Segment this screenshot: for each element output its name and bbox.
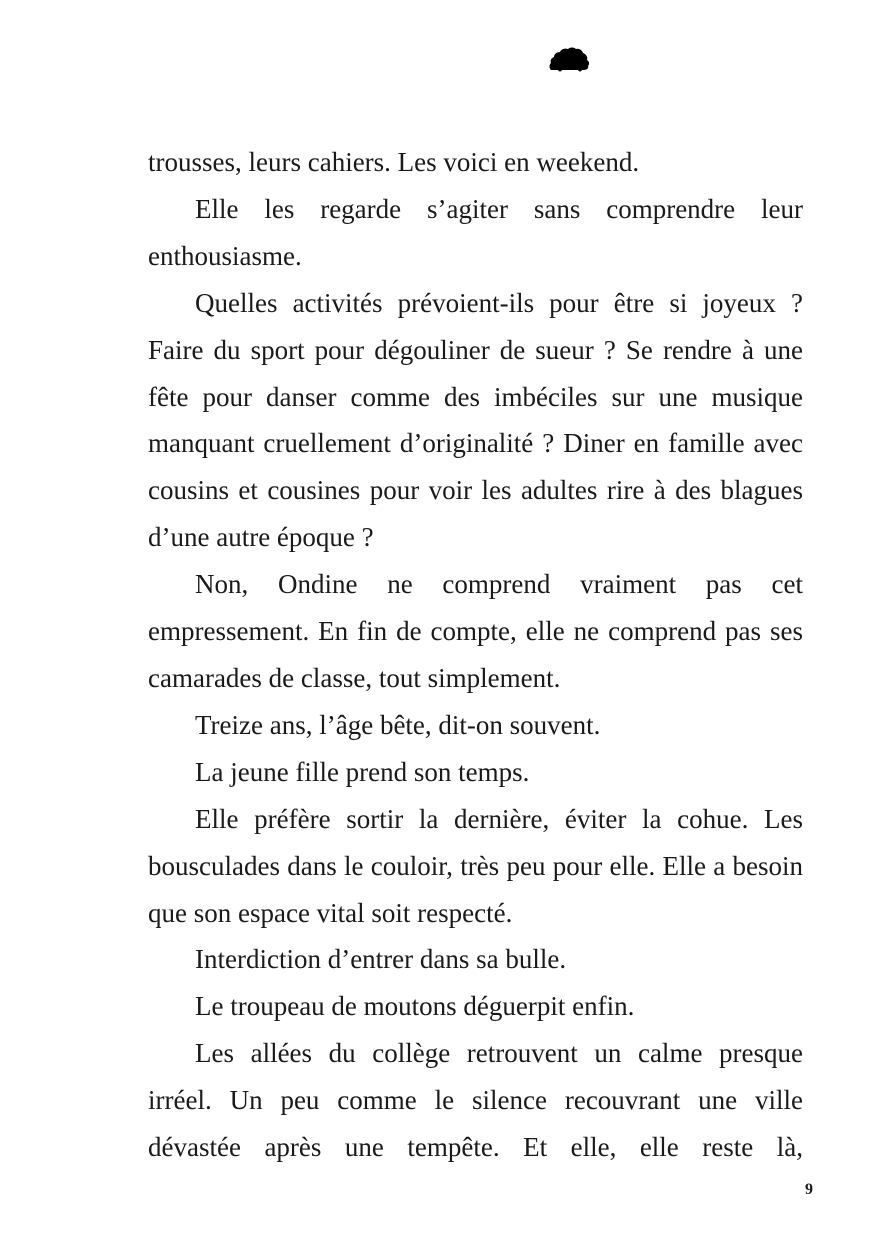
page-number: 9: [805, 1181, 813, 1198]
body-text: [148, 139, 803, 1171]
paragraph: La jeune fille prend son temps.: [195, 756, 530, 787]
paragraph: trousses, leurs cahiers. Les voici en weekend.: [148, 147, 640, 177]
paragraph: Les allées du collège retrouvent un calme presque irréel. Un peu comme le silence recouvrant une ville dévastée après une tempête. Et elle, elle reste là,: [148, 1038, 803, 1163]
paragraph: Elle préfère sortir la dernière, éviter la cohue. Les bousculades dans le couloir, très peu pour elle. Elle a besoin que son espace vital soit respecté.: [148, 803, 803, 928]
paragraph: Interdiction d’entrer dans sa bulle.: [195, 944, 567, 975]
paragraph: Non, Ondine ne comprend vraiment pas cet empressement. En fin de compte, elle ne comprend pas ses camarades de classe, tout simplement.: [148, 569, 803, 693]
paragraph: Elle les regarde s’agiter sans comprendre leur enthousiasme.: [148, 193, 803, 271]
paragraph: Quelles activités prévoient-ils pour être si joyeux ? Faire du sport pour dégouliner de sueur ? Se rendre à une fête pour danser comme des imbéciles sur une musique manquant cruellement d’originalité ? Diner en famille avec cousins et cousines pour voir les adultes rire à des blagues d’une autre époque ?: [148, 287, 803, 553]
paragraph: Le troupeau de moutons déguerpit enfin.: [195, 991, 635, 1022]
hedgehog-icon: [548, 46, 590, 74]
paragraph: Treize ans, l’âge bête, dit-on souvent.: [195, 709, 601, 740]
